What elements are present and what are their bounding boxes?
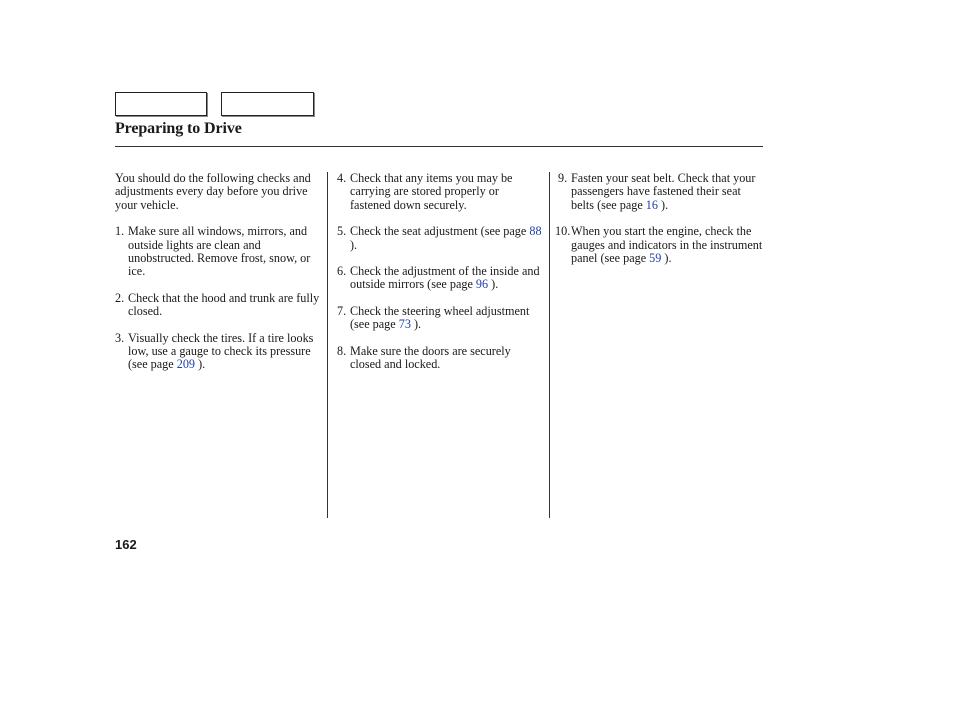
title-divider [115,146,763,147]
item-text: Check the seat adjustment (see page [350,224,530,239]
item-text-wrapper [571,225,763,265]
checklist-item [115,292,325,319]
checklist-item [558,172,763,212]
column-divider [327,172,328,518]
checklist-item [115,332,325,372]
item-text-suffix: ). [195,357,206,372]
item-text-wrapper [571,172,763,212]
intro-paragraph: You should do the following checks and adjustments every day before you drive your vehicle. [115,171,311,212]
page-title: Preparing to Drive [115,120,242,137]
checklist-item [555,225,763,265]
item-text: Fasten your seat belt. Check that your passengers have fastened their seat belts (see page [571,171,756,212]
checklist-item [337,305,542,332]
item-text: Check that any items you may be carrying are stored properly or fastened down securely. [350,171,513,212]
checklist-item [115,225,325,279]
item-text: Check the steering wheel adjustment (see page [350,303,530,332]
item-text: When you start the engine, check the gauges and indicators in the instrument panel (see page [571,224,763,266]
item-text-suffix: ). [488,277,499,292]
page-link[interactable]: 88 [529,224,542,239]
item-text: Check that the hood and trunk are fully closed. [128,290,320,319]
item-number: 8. [337,343,347,358]
checklist-item [337,172,542,212]
item-number: 5. [337,224,347,239]
checklist-item [337,225,542,252]
page-link[interactable]: 96 [475,277,489,292]
item-number: 10. [555,224,571,239]
item-text-wrapper [350,225,542,252]
checklist-item [337,265,542,292]
item-number: 3. [115,330,125,345]
nav-button-previous[interactable] [115,92,207,116]
item-text: Make sure the doors are securely closed and locked. [350,343,511,372]
item-text: Visually check the tires. If a tire looks low, use a gauge to check its pressure (see page [128,330,314,372]
item-text-wrapper [128,332,325,372]
item-number: 9. [558,171,568,185]
item-text-wrapper [350,305,542,332]
item-text-suffix: ). [661,251,672,266]
page-link[interactable]: 59 [649,251,662,266]
item-text-suffix: ). [410,317,422,332]
item-text: Check the adjustment of the inside and outside mirrors (see page [350,264,540,292]
page-link[interactable]: 16 [645,197,658,212]
page-number: 162 [115,537,137,552]
column-2 [337,172,542,384]
item-text: Make sure all windows, mirrors, and outside lights are clean and unobstructed. Remove frost, snow, or ice. [128,224,311,279]
checklist-item [337,345,542,372]
page-link[interactable]: 73 [398,317,411,332]
column-1 [115,172,325,385]
page-link[interactable]: 209 [176,357,196,372]
nav-button-next[interactable] [221,92,314,116]
item-number: 6. [337,264,347,279]
item-text-suffix: ). [657,197,669,212]
item-text-suffix: ). [350,237,358,252]
item-number: 4. [337,171,347,185]
column-divider [549,172,550,518]
item-number: 1. [115,224,125,239]
column-3 [555,171,763,278]
item-number: 2. [115,290,125,305]
item-number: 7. [337,303,347,318]
item-text-wrapper [350,265,542,292]
